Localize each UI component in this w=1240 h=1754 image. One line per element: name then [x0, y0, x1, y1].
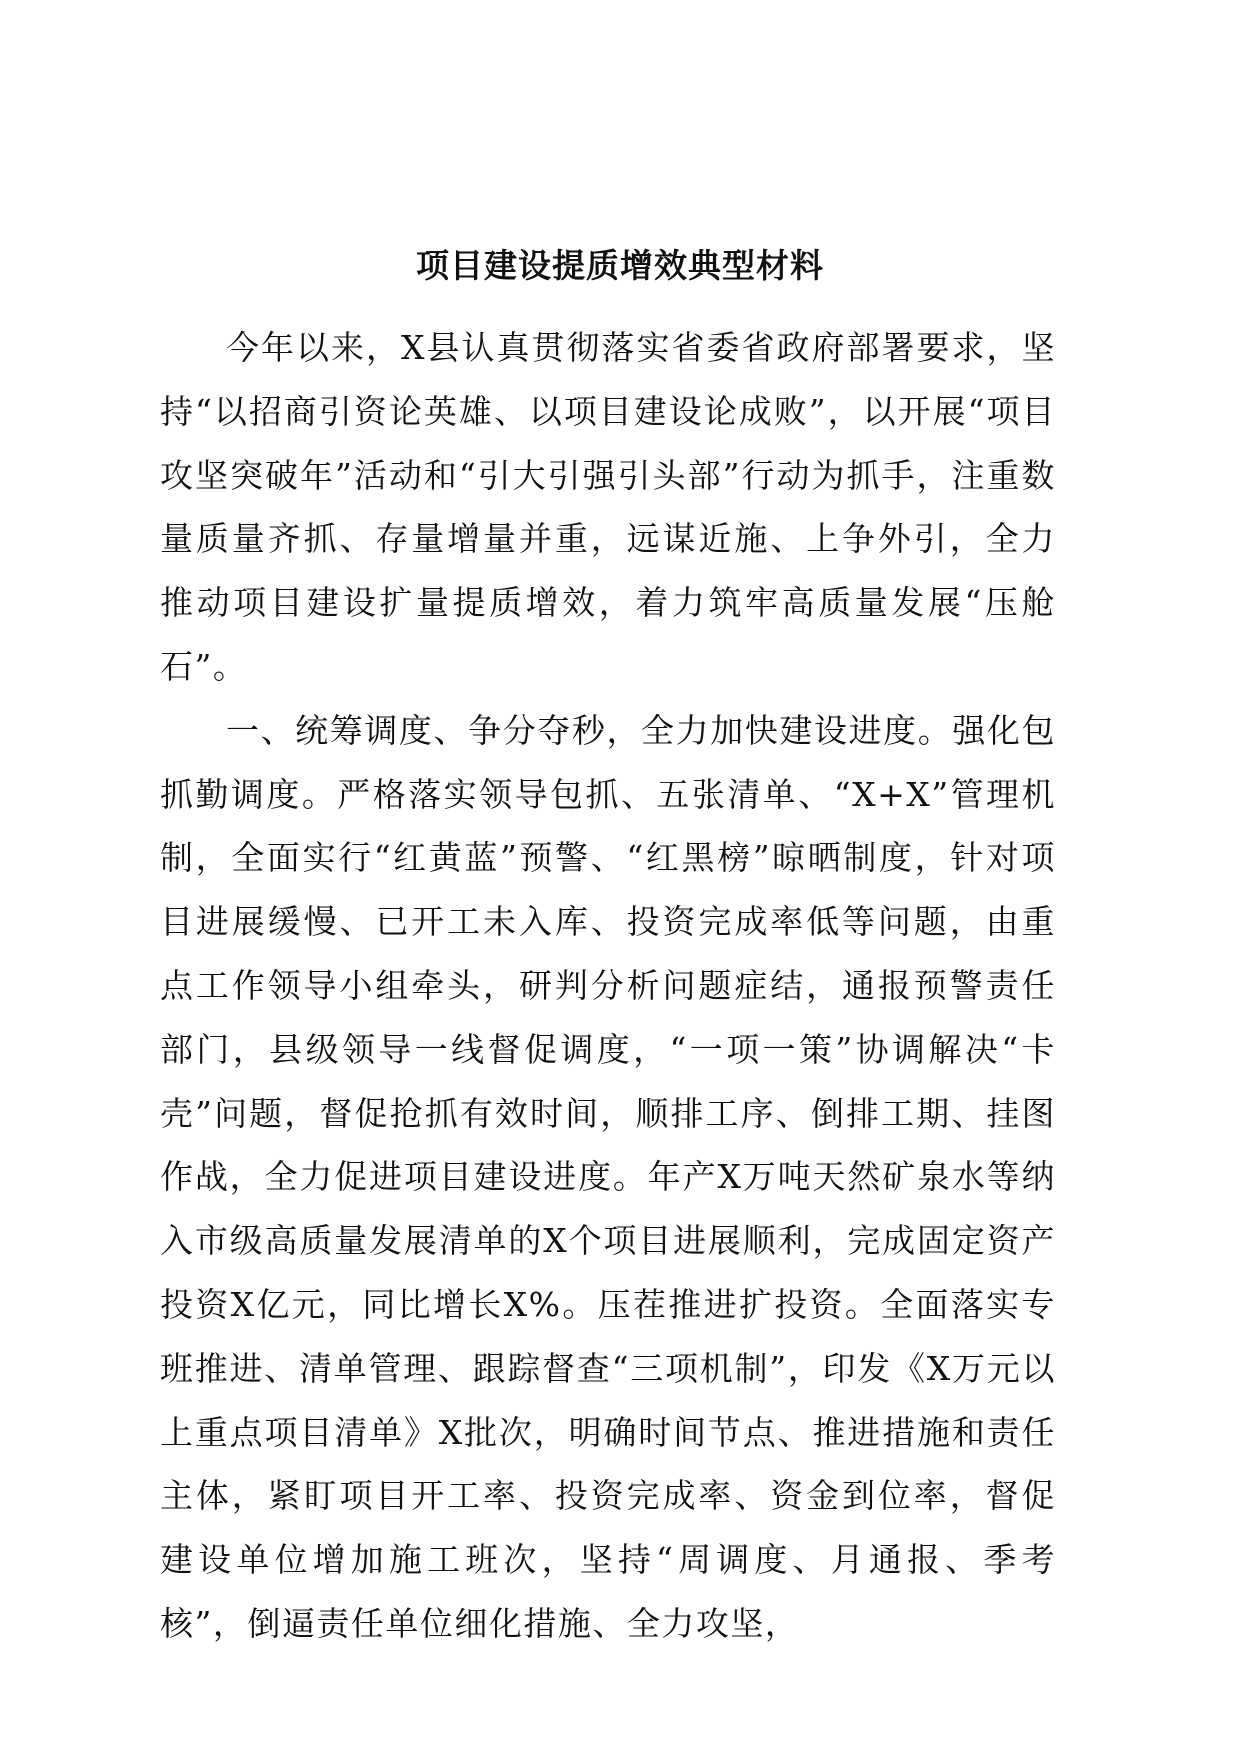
- document-title: 项目建设提质增效典型材料: [416, 246, 824, 286]
- section-one-paragraph: 一、统筹调度、争分夺秒，全力加快建设进度。强化包抓勤调度。严格落实领导包抓、五张清单、“X+X”管理机制，全面实行“红黄蓝”预警、“红黑榜”晾晒制度，针对项目进展缓慢、已开工未入库、投资完成率低等问题，由重点工作领导小组牵头，研判分析问题症结，通报预警责任部门，县级领导一线督促调度，“一项一策”协调解决“卡壳”问题，督促抢抓有效时间，顺排工序、倒排工期、挂图作战，全力促进项目建设进度。年产X万吨天然矿泉水等纳入市级高质量发展清单的X个项目进展顺利，完成固定资产投资X亿元，同比增长X%。压茬推进扩投资。全面落实专班推进、清单管理、跟踪督查“三项机制”，印发《X万元以上重点项目清单》X批次，明确时间节点、推进措施和责任主体，紧盯项目开工率、投资完成率、资金到位率，督促建设单位增加施工班次，坚持“周调度、月通报、季考核”，倒逼责任单位细化措施、全力攻坚，: [160, 710, 1056, 1643]
- intro-paragraph: 今年以来，X县认真贯彻落实省委省政府部署要求，坚持“以招商引资论英雄、以项目建设论成败”，以开展“项目攻坚突破年”活动和“引大引强引头部”行动为抓手，注重数量质量齐抓、存量增量并重，远谋近施、上争外引，全力推动项目建设扩量提质增效，着力筑牢高质量发展“压舱石”。: [160, 328, 1056, 686]
- document-body: [160, 316, 1056, 1656]
